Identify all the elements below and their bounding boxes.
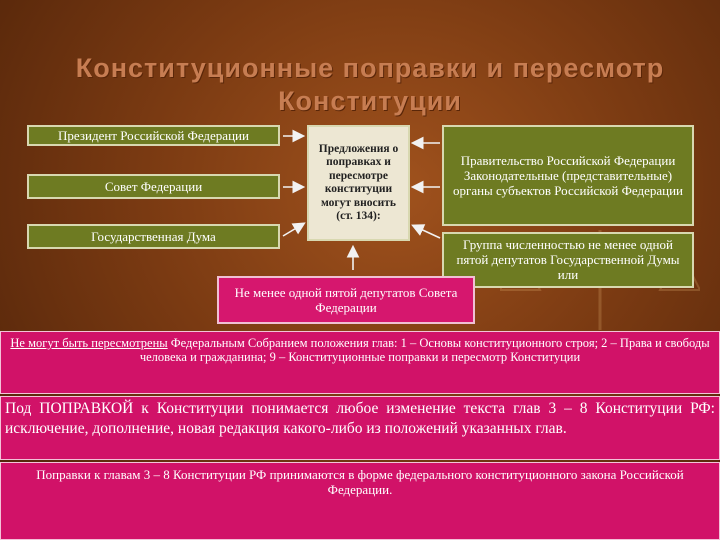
box-duma-group: Группа численностью не менее одной пятой депутатов Государственной Думы или (442, 232, 694, 288)
box-proposals: Предложения о поправках и пересмотре конституции могут вносить (ст. 134): (307, 125, 410, 241)
amendment-definition: Под ПОПРАВКОЙ к Конституции понимается любое изменение текста глав 3 – 8 Конституции РФ: исключение, дополнение, новая редакция какого-либо из положений указанных глав. (0, 396, 720, 460)
box-president: Президент Российской Федерации (27, 125, 280, 146)
arrow-from-duma (283, 224, 303, 236)
box-government-legislatures: Правительство Российской Федерации Законодательные (представительные) органы субъектов Российской Федерации (442, 125, 694, 226)
page-title: Конституционные поправки и пересмотр Конституции (75, 53, 665, 116)
non-revisable-heading: Не могут быть пересмотрены (10, 336, 168, 350)
arrow-from-duma-group (414, 226, 440, 238)
box-federation-council-group: Не менее одной пятой депутатов Совета Федерации (217, 276, 475, 324)
box-state-duma: Государственная Дума (27, 224, 280, 249)
non-revisable-provisions (0, 331, 720, 394)
amendment-adoption: Поправки к главам 3 – 8 Конституции РФ принимаются в форме федерального конституционного закона Российской Федерации. (0, 462, 720, 540)
non-revisable-text: Федеральным Собранием положения глав: 1 – Основы конституционного строя; 2 – Права и свободы человека и гражданина; 9 – Конституционные поправки и пересмотр Конституции (139, 336, 710, 364)
box-federation-council: Совет Федерации (27, 174, 280, 199)
